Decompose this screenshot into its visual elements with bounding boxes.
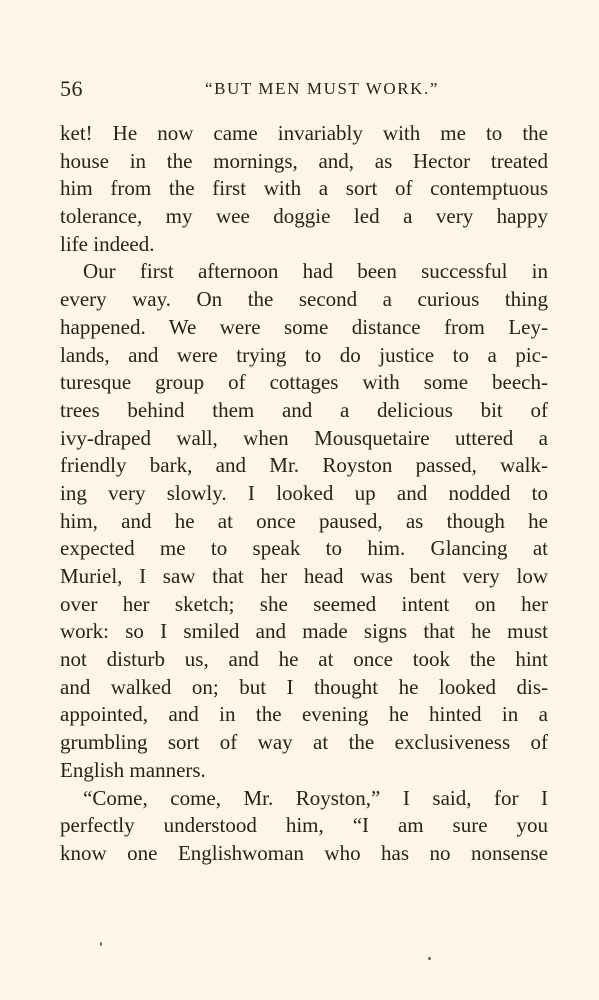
paper-speck [428,957,431,960]
text-line: Muriel, I saw that her head was bent very low [60,564,548,588]
text-line: know one Englishwoman who has no nonsense [60,840,548,865]
body-text [60,120,548,868]
text-line: English manners. [60,757,206,782]
text-line: ket! He now came invariably with me to the [60,121,548,145]
text-line: him, and he at once paused, as though he [60,508,548,533]
paragraph [60,785,548,868]
text-line: every way. On the second a curious thing [60,287,548,312]
page-header [60,76,548,106]
text-line: not disturb us, and he at once took the hint [60,647,548,672]
text-line: lands, and were trying to do justice to a pic- [60,342,548,367]
paper-speck [100,942,102,946]
text-line: grumbling sort of way at the exclusiveness of [60,730,548,755]
text-line: over her sketch; she seemed intent on her [60,591,548,616]
text-line: him from the first with a sort of contemptuous [60,176,548,201]
text-line: ing very slowly. I looked up and nodded to [60,480,548,505]
text-line: house in the mornings, and, as Hector treated [60,148,548,173]
text-line: friendly bark, and Mr. Royston passed, walk- [60,453,548,478]
page-number: 56 [60,76,83,101]
text-line: and walked on; but I thought he looked dis- [60,674,548,699]
text-line: perfectly understood him, “I am sure you [60,813,548,838]
text-line: “Come, come, Mr. Royston,” I said, for I [83,785,548,810]
text-line: expected me to speak to him. Glancing at [60,536,548,561]
text-line: work: so I smiled and made signs that he must [60,619,548,644]
text-line: trees behind them and a delicious bit of [60,397,548,422]
text-line: tolerance, my wee doggie led a very happy [60,204,548,229]
text-line: happened. We were some distance from Ley- [60,314,548,339]
text-line: turesque group of cottages with some beech- [60,370,548,395]
paragraph [60,258,548,784]
paragraph [60,120,548,258]
running-title: “BUT MEN MUST WORK.” [204,79,440,98]
text-line: ivy-draped wall, when Mousquetaire uttered a [60,425,548,450]
text-line: Our first afternoon had been successful in [83,259,548,284]
text-line: life indeed. [60,231,155,256]
text-line: appointed, and in the evening he hinted in a [60,702,548,727]
